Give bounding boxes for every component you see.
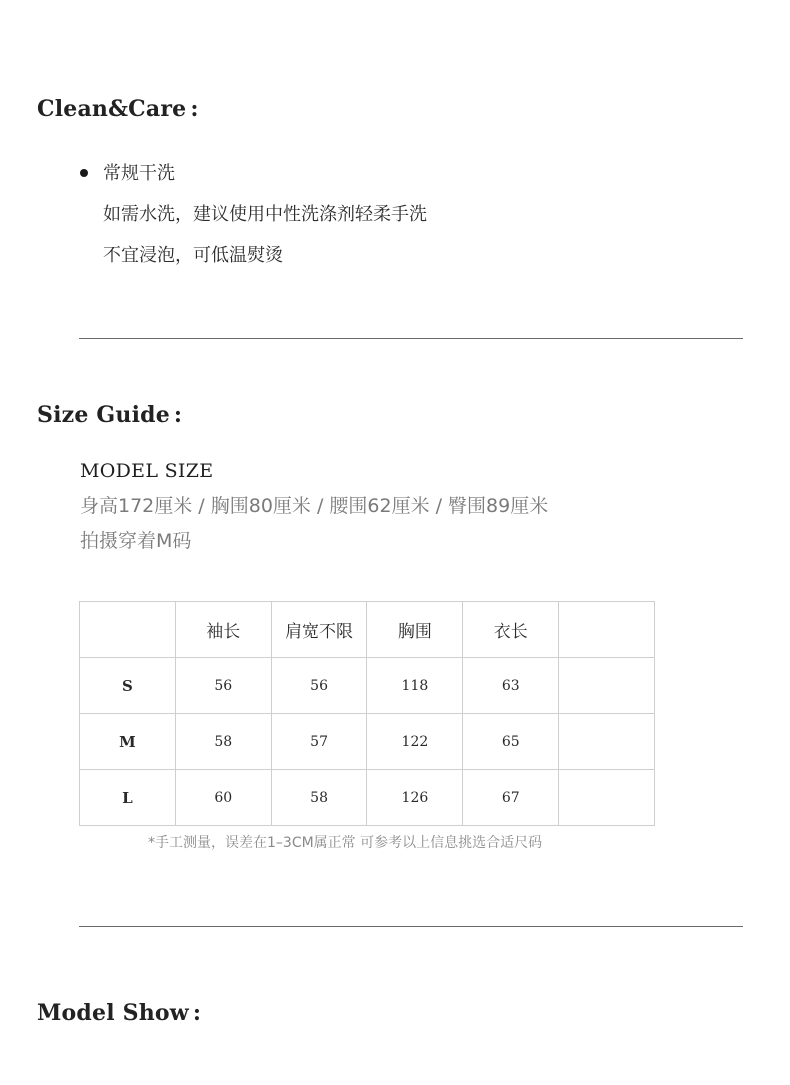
model-measurements: 身高172厘米 / 胸围80厘米 / 腰围62厘米 / 臀围89厘米: [80, 495, 549, 517]
size-label-cell: S: [80, 658, 176, 714]
table-row: [80, 770, 655, 826]
table-cell: 67: [463, 770, 559, 826]
table-cell: 60: [175, 770, 271, 826]
care-line-text: 如需水洗，建议使用中性洗涤剂轻柔手洗: [103, 204, 427, 225]
table-header-cell: 袖长: [175, 602, 271, 658]
table-cell: 65: [463, 714, 559, 770]
care-line: [80, 160, 427, 201]
table-cell: [559, 714, 655, 770]
care-line: [80, 242, 427, 283]
care-line-text: 常规干洗: [103, 163, 175, 184]
care-line-text: 不宜浸泡，可低温熨烫: [103, 245, 283, 266]
size-label-cell: M: [80, 714, 176, 770]
table-header-cell: [80, 602, 176, 658]
size-label-cell: L: [80, 770, 176, 826]
table-cell: 122: [367, 714, 463, 770]
model-show-title: [37, 1000, 201, 1026]
model-show-colon: :: [192, 1000, 202, 1026]
care-instructions: [80, 160, 427, 283]
clean-care-title: [37, 96, 199, 122]
model-show-title-text: Model Show: [37, 1000, 189, 1026]
table-header-cell: 肩宽不限: [271, 602, 367, 658]
table-cell: 63: [463, 658, 559, 714]
section-divider: [79, 338, 743, 339]
model-wearing-size: 拍摄穿着M码: [80, 530, 192, 552]
table-cell: 57: [271, 714, 367, 770]
table-cell: 56: [271, 658, 367, 714]
care-line: [80, 201, 427, 242]
table-row: [80, 658, 655, 714]
table-cell: [559, 658, 655, 714]
table-row: [80, 714, 655, 770]
size-table: [79, 601, 655, 826]
table-header-cell: 衣长: [463, 602, 559, 658]
size-guide-colon: :: [173, 402, 183, 428]
table-cell: 58: [175, 714, 271, 770]
model-size-heading: MODEL SIZE: [80, 460, 214, 482]
table-header-cell: 胸围: [367, 602, 463, 658]
table-cell: [559, 770, 655, 826]
bullet-icon: [80, 169, 88, 177]
table-cell: 118: [367, 658, 463, 714]
size-guide-title-text: Size Guide: [37, 402, 170, 428]
size-guide-title: [37, 402, 182, 428]
table-header-cell: [559, 602, 655, 658]
table-cell: 126: [367, 770, 463, 826]
section-divider: [79, 926, 743, 927]
table-cell: 58: [271, 770, 367, 826]
clean-care-title-text: Clean&Care: [37, 96, 187, 122]
table-header-row: [80, 602, 655, 658]
measurement-note: *手工测量，误差在1–3CM属正常 可参考以上信息挑选合适尺码: [148, 835, 543, 851]
clean-care-colon: :: [190, 96, 199, 122]
table-cell: 56: [175, 658, 271, 714]
